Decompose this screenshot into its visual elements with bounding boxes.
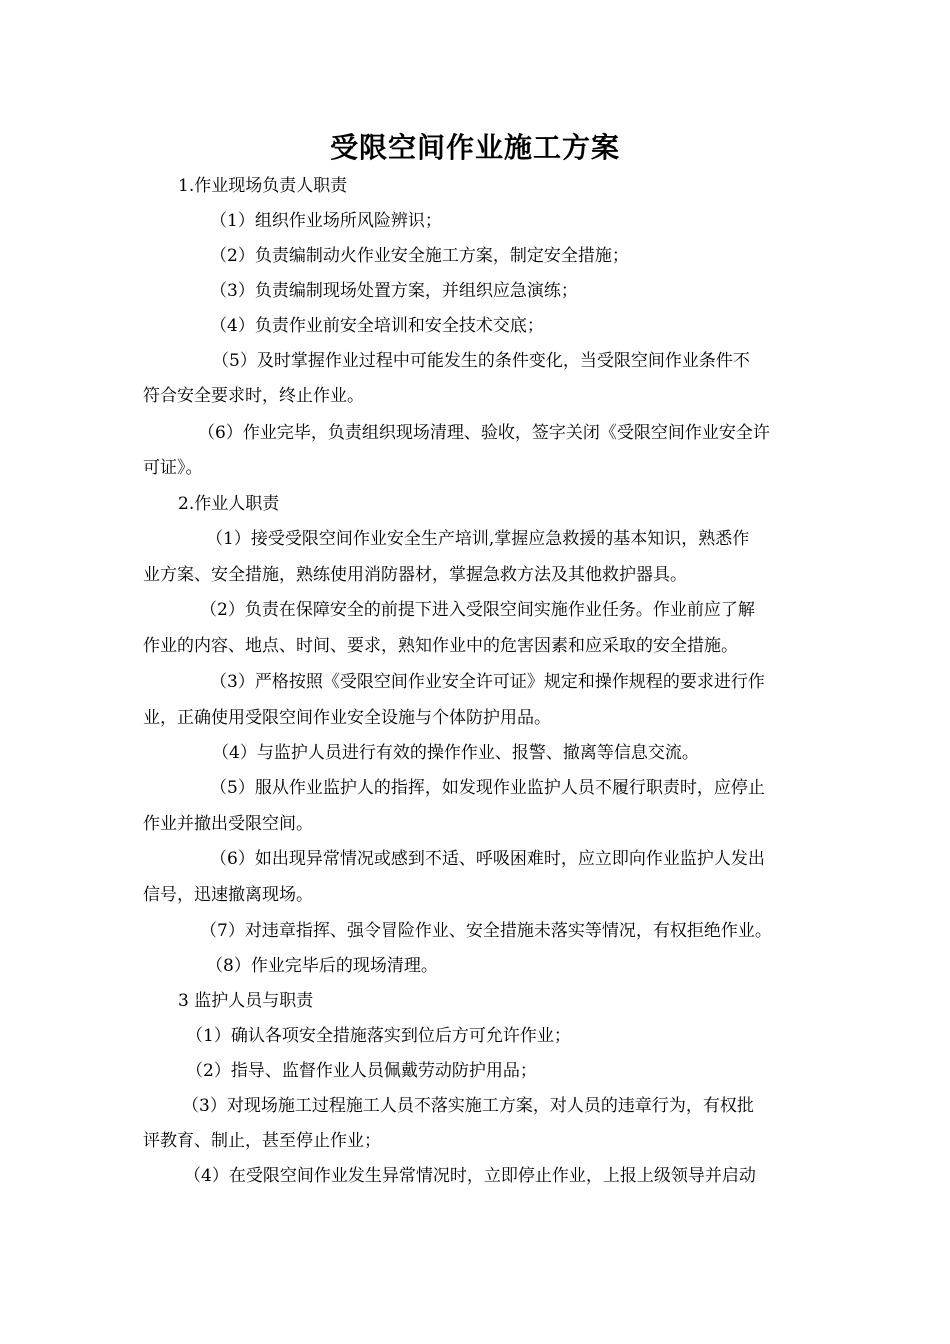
section-2-item-8: （8）作业完毕后的现场清理。 <box>206 956 438 976</box>
section-2-item-5-line-2: 作业并撤出受限空间。 <box>143 814 313 834</box>
section-1-item-2: （2）负责编制动火作业安全施工方案，制定安全措施； <box>210 246 629 266</box>
section-2-item-7: （7）对违章指挥、强令冒险作业、安全措施未落实等情况，有权拒绝作业。 <box>200 921 772 941</box>
section-1-item-6-line-1: （6）作业完毕，负责组织现场清理、验收，签字关闭《受限空间作业安全许 <box>198 423 770 443</box>
section-3-heading: 3 监护人员与职责 <box>178 991 314 1011</box>
section-2-item-6-line-2: 信号，迅速撤离现场。 <box>143 885 313 905</box>
section-1-item-5-line-2: 符合安全要求时，终止作业。 <box>143 386 364 406</box>
section-2-item-3-line-1: （3）严格按照《受限空间作业安全许可证》规定和操作规程的要求进行作 <box>210 672 765 692</box>
document-title: 受限空间作业施工方案 <box>329 131 620 164</box>
section-3-item-2: （2）指导、监督作业人员佩戴劳动防护用品； <box>186 1061 537 1081</box>
section-3-item-3-line-2: 评教育、制止，甚至停止作业； <box>143 1131 381 1151</box>
section-2-item-5-line-1: （5）服从作业监护人的指挥，如发现作业监护人员不履行职责时，应停止 <box>210 778 765 798</box>
section-3-item-3-line-1: （3）对现场施工过程施工人员不落实施工方案，对人员的违章行为，有权批 <box>182 1096 754 1116</box>
section-3-item-4-line-1: （4）在受限空间作业发生异常情况时，立即停止作业，上报上级领导并启动 <box>184 1166 756 1186</box>
section-2-item-2-line-1: （2）负责在保障安全的前提下进入受限空间实施作业任务。作业前应了解 <box>200 600 755 620</box>
section-1-item-4: （4）负责作业前安全培训和安全技术交底； <box>210 316 544 336</box>
section-1-item-6-line-2: 可证》。 <box>143 458 203 478</box>
section-3-item-1: （1）确认各项安全措施落实到位后方可允许作业； <box>186 1026 571 1046</box>
section-2-item-4: （4）与监护人员进行有效的操作作业、报警、撤离等信息交流。 <box>212 743 699 763</box>
section-1-item-1: （1）组织作业场所风险辨识； <box>210 211 442 231</box>
section-1-item-5-line-1: （5）及时掌握作业过程中可能发生的条件变化，当受限空间作业条件不 <box>212 351 750 371</box>
section-2-item-3-line-2: 业，正确使用受限空间作业安全设施与个体防护用品。 <box>143 708 551 728</box>
section-2-item-1-line-2: 业方案、安全措施，熟练使用消防器材，掌握急救方法及其他救护器具。 <box>143 565 687 585</box>
section-2-item-6-line-1: （6）如出现异常情况或感到不适、呼吸困难时，应立即向作业监护人发出 <box>210 849 765 869</box>
section-1-heading: 1.作业现场负责人职责 <box>178 176 348 196</box>
section-2-item-2-line-2: 作业的内容、地点、时间、要求，熟知作业中的危害因素和应采取的安全措施。 <box>143 636 738 656</box>
section-2-item-1-line-1: （1）接受受限空间作业安全生产培训,掌握应急救援的基本知识，熟悉作 <box>206 529 750 549</box>
section-2-heading: 2.作业人职责 <box>178 494 280 514</box>
section-1-item-3: （3）负责编制现场处置方案，并组织应急演练； <box>210 281 578 301</box>
